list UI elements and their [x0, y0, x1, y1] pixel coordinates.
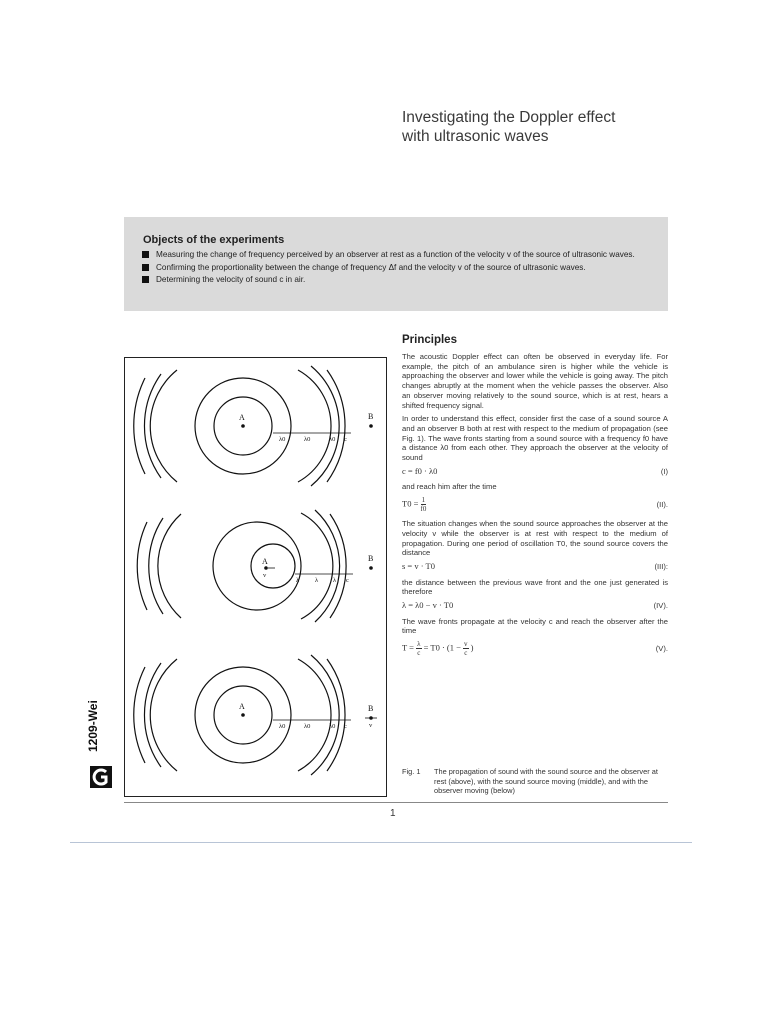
paragraph: The situation changes when the sound source approaches the observer at the velocity v while the observer is at rest with respect to the medium of propagation. During one period of oscillation T0, the sound source covers the distance	[402, 519, 668, 558]
principles-heading: Principles	[402, 334, 457, 346]
wavefront	[134, 667, 145, 763]
paragraph: the distance between the previous wave front and the one just generated is therefore	[402, 577, 668, 597]
divider	[124, 802, 668, 803]
lambda-label: λ	[315, 577, 319, 584]
lambda-label: λ0	[329, 723, 336, 730]
bullet-square-icon	[142, 251, 149, 258]
panel-at-rest	[134, 366, 374, 486]
fraction	[416, 640, 421, 657]
lambda-label: λ0	[279, 723, 286, 730]
observer-label: B	[368, 554, 374, 563]
wavefront	[327, 370, 345, 482]
source-label: A	[239, 413, 245, 422]
caption-label: Fig. 1	[402, 767, 421, 776]
paragraph: The wave fronts propagate at the velocity c and reach the observer after the time	[402, 616, 668, 636]
doppler-wavefront-diagram	[125, 358, 388, 798]
equation-number: (I)	[660, 466, 668, 476]
velocity-c-label: c	[344, 723, 347, 730]
equation-body	[402, 496, 426, 513]
equation-number: (II).	[656, 499, 668, 509]
equation-number: (III):	[654, 561, 668, 571]
observer-dot	[369, 424, 373, 428]
publisher-logo-icon	[90, 766, 112, 788]
bullet-square-icon	[142, 276, 149, 283]
lambda-label: λ	[296, 577, 300, 584]
equation-5	[402, 640, 668, 657]
equation-body: c = f0 · λ0	[402, 465, 438, 476]
equation-lhs: T0 =	[402, 498, 419, 509]
objects-list	[142, 249, 664, 287]
source-dot	[264, 566, 268, 570]
equation-number: (IV).	[653, 601, 668, 611]
page-number: 1	[390, 808, 396, 819]
panel-observer-moving	[134, 655, 377, 775]
equation-body: λ = λ0 − v · T0	[402, 600, 454, 611]
equation-lhs: T =	[402, 642, 414, 653]
fraction-denominator: c	[417, 649, 421, 658]
source-label: A	[262, 557, 268, 566]
objects-item	[142, 274, 664, 285]
wavefront	[298, 659, 331, 771]
wavefront	[251, 544, 295, 588]
velocity-c-label: c	[346, 577, 349, 584]
lambda-label: λ0	[279, 436, 286, 443]
equation-number: (V).	[655, 643, 668, 653]
fraction	[463, 640, 469, 657]
figure-caption	[402, 767, 668, 796]
wavefront	[301, 513, 333, 619]
lambda-label: λ0	[304, 436, 311, 443]
wavefront	[149, 518, 163, 614]
document-code: 1209-Wei	[86, 700, 100, 752]
fraction-numerator: 1	[421, 496, 426, 505]
equation-4	[402, 601, 668, 611]
equation-body: s = v · T0	[402, 560, 435, 571]
bullet-square-icon	[142, 264, 149, 271]
objects-box	[124, 217, 668, 311]
fraction-denominator: f0	[420, 505, 427, 514]
objects-item	[142, 249, 664, 260]
observer-label: B	[368, 704, 374, 713]
observer-dot	[369, 566, 373, 570]
source-label: A	[239, 702, 245, 711]
title-line-1: Investigating the Doppler effect	[402, 109, 616, 126]
equation-middle: = T0 · (1 −	[423, 642, 461, 653]
wavefront	[150, 659, 177, 771]
panel-source-moving	[137, 510, 373, 622]
wavefront	[144, 374, 161, 478]
fraction-numerator: v	[464, 640, 468, 649]
fraction-denominator: c	[464, 649, 468, 658]
equation-3	[402, 562, 668, 572]
objects-item-text: Measuring the change of frequency perceived by an observer at rest as a function of the velocity v of the source of ultrasonic waves.	[156, 250, 635, 259]
document-title	[402, 108, 732, 146]
lambda-label: λ0	[304, 723, 311, 730]
caption-text: The propagation of sound with the sound source and the observer at rest (above), with the sound source moving (middle), and with the observer moving (below)	[434, 767, 658, 795]
paragraph: In order to understand this effect, consider first the case of a sound source A and an observer B both at rest with respect to the medium of propagation (see Fig. 1). The wave fronts starting from a sound source with a frequency f0 have a distance λ0 from each other. They approach the observer at the velocity of sound	[402, 414, 668, 463]
objects-item	[142, 262, 664, 273]
wavefront	[327, 659, 345, 771]
lambda-label: λ0	[329, 436, 336, 443]
fraction	[421, 496, 427, 513]
title-line-2: with ultrasonic waves	[402, 128, 549, 145]
equation-1	[402, 467, 668, 477]
wavefront	[144, 663, 161, 767]
objects-item-text: Confirming the proportionality between the change of frequency Δf and the velocity v of the source of ultrasonic waves.	[156, 262, 586, 272]
wavefront	[298, 370, 331, 482]
paragraph: and reach him after the time	[402, 482, 497, 492]
fraction-numerator: λ	[417, 640, 421, 649]
objects-item-text: Determining the velocity of sound c in air.	[156, 275, 306, 284]
equation-close: )	[470, 642, 474, 653]
observer-label: B	[368, 412, 374, 421]
wavefront	[137, 522, 147, 610]
wavefront	[134, 378, 145, 474]
source-dot	[241, 713, 245, 717]
source-dot	[241, 424, 245, 428]
equation-2	[402, 496, 668, 513]
wavefront	[150, 370, 177, 482]
lambda-label: λ	[333, 577, 337, 584]
equation-body	[402, 640, 474, 657]
objects-heading: Objects of the experiments	[143, 234, 285, 246]
velocity-v-label: v	[369, 722, 373, 729]
paragraph: The acoustic Doppler effect can often be observed in everyday life. For example, the pitch of an ambulance siren is higher while the vehicle is approaching the observer and lower while the vehicle is going away. The pitch changes abruptly at the moment when the vehicle passes the observer. Also an observer moving relatively to the sound source, which is at rest, hears a shifted frequency signal.	[402, 352, 668, 410]
figure-1	[124, 357, 387, 797]
page-boundary-divider	[70, 842, 692, 843]
principles-section	[402, 333, 668, 663]
wavefront	[213, 522, 301, 610]
wavefront	[158, 514, 181, 618]
velocity-c-label: c	[344, 436, 347, 443]
velocity-v-label: v	[263, 572, 267, 579]
